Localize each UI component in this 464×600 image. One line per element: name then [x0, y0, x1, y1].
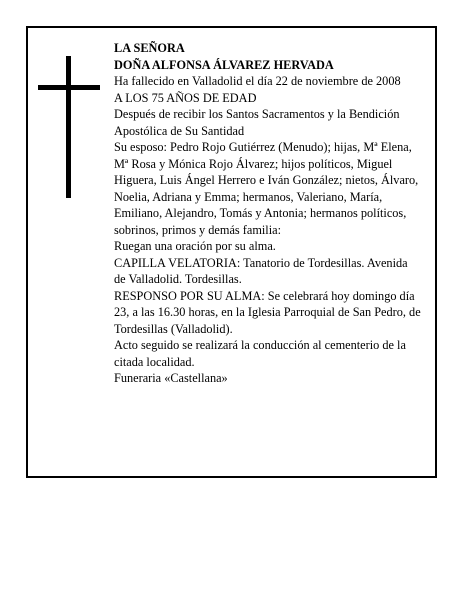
cross-horizontal-bar — [38, 85, 100, 90]
age-statement: A LOS 75 AÑOS DE EDAD — [114, 90, 257, 105]
burial-info: Acto seguido se realizará la conducción al cementerio de la citada localidad. — [114, 338, 406, 369]
obituary-notice — [26, 26, 437, 478]
notice-title-line1: LA SEÑORA — [114, 41, 185, 55]
death-statement: Ha fallecido en Valladolid el día 22 de noviembre de 2008 — [114, 74, 401, 88]
responso-info: RESPONSO POR SU ALMA: Se celebrará hoy domingo día 23, a las 16.30 horas, en la Iglesia Parroquial de San Pedro, de Tordesillas (Valladolid). — [114, 288, 421, 336]
cross-icon — [38, 56, 100, 198]
family-list: Su esposo: Pedro Rojo Gutiérrez (Menudo); hijas, Mª Elena, Mª Rosa y Mónica Rojo Álvarez; hijos políticos, Miguel Higuera, Luis Ángel Herrero e Iván González; nietos, Álvaro, Noelia, Adriana y Emma; hermanos, Valeriano, María, Emiliano, Alejandro, Tomás y Antonia; hermanos políticos, sobrinos, primos y demás familia: — [114, 140, 419, 237]
notice-body — [114, 40, 422, 387]
deceased-name: DOÑA ALFONSA ÁLVAREZ HERVADA — [114, 57, 334, 72]
cross-vertical-bar — [66, 56, 71, 198]
chapel-info: CAPILLA VELATORIA: Tanatorio de Tordesillas. Avenida de Valladolid. Tordesillas. — [114, 255, 408, 286]
sacraments-statement: Después de recibir los Santos Sacramentos y la Bendición Apostólica de Su Santidad — [114, 107, 400, 138]
funeral-home: Funeraria «Castellana» — [114, 371, 228, 385]
prayer-request: Ruegan una oración por su alma. — [114, 239, 276, 253]
